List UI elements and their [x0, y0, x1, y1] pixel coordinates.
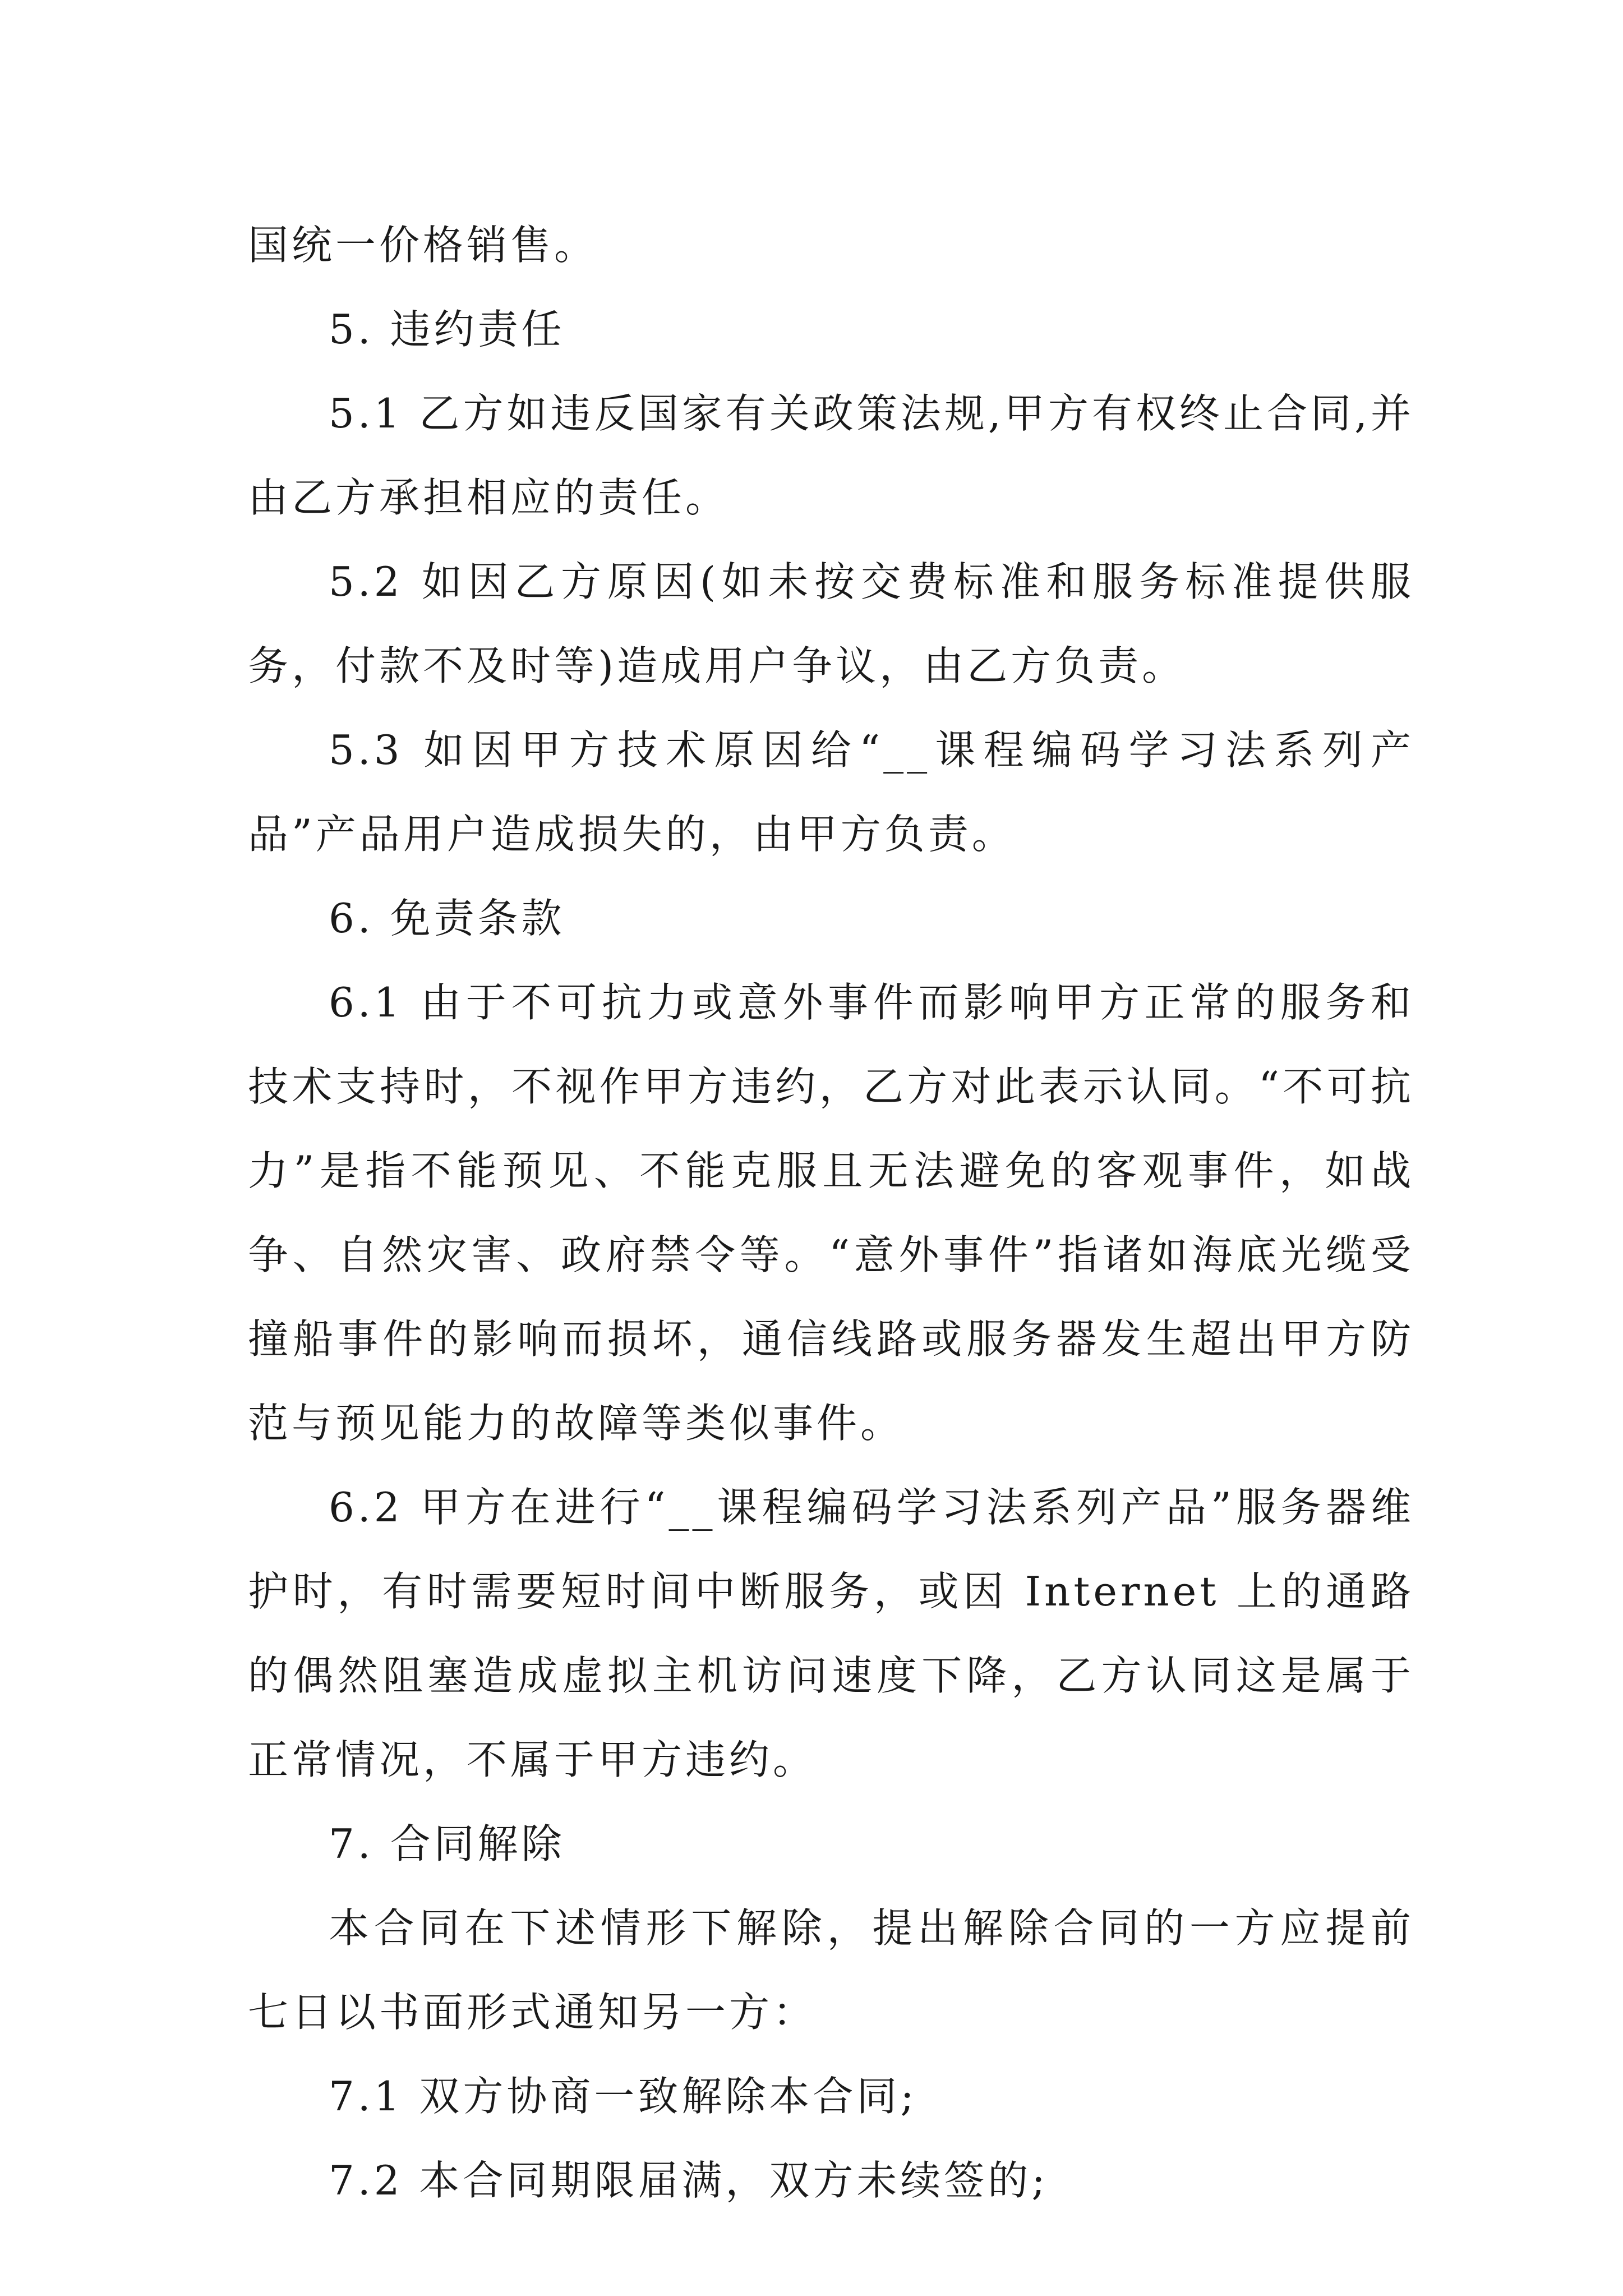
section-heading-7-termination: 7. 合同解除 [329, 1820, 565, 1867]
section-heading-5-breach-liability: 5. 违约责任 [329, 306, 565, 353]
paragraph-continuation: 国统一价格销售。 [248, 222, 598, 269]
clause-7-intro: 本合同在下述情形下解除，提出解除合同的一方应提前七日以书面形式通知另一方： [248, 1904, 1414, 2036]
clause-6-2: 6.2 甲方在进行“__课程编码学习法系列产品”服务器维护时，有时需要短时间中断服务，或因 Internet 上的通路的偶然阻塞造成虚拟主机访问速度下降，乙方认同这是属于正常情况，不属于甲方违约。 [248, 1484, 1414, 1783]
clause-7-2: 7.2 本合同期限届满，双方未续签的; [329, 2157, 1049, 2204]
clause-6-1: 6.1 由于不可抗力或意外事件而影响甲方正常的服务和技术支持时，不视作甲方违约，乙方对此表示认同。“不可抗力”是指不能预见、不能克服且无法避免的客观事件，如战争、自然灾害、政府禁令等。“意外事件”指诸如海底光缆受撞船事件的影响而损坏，通信线路或服务器发生超出甲方防范与预见能力的故障等类似事件。 [248, 979, 1414, 1447]
clause-5-2: 5.2 如因乙方原因(如未按交费标准和服务标准提供服务，付款不及时等)造成用户争议，由乙方负责。 [248, 558, 1414, 689]
section-heading-6-exemption: 6. 免责条款 [329, 895, 565, 942]
contract-text-body [248, 203, 1414, 2223]
clause-5-3: 5.3 如因甲方技术原因给“__课程编码学习法系列产品”产品用户造成损失的，由甲方负责。 [248, 726, 1414, 858]
clause-5-1: 5.1 乙方如违反国家有关政策法规,甲方有权终止合同,并由乙方承担相应的责任。 [248, 390, 1414, 521]
clause-7-1: 7.1 双方协商一致解除本合同; [329, 2073, 917, 2120]
